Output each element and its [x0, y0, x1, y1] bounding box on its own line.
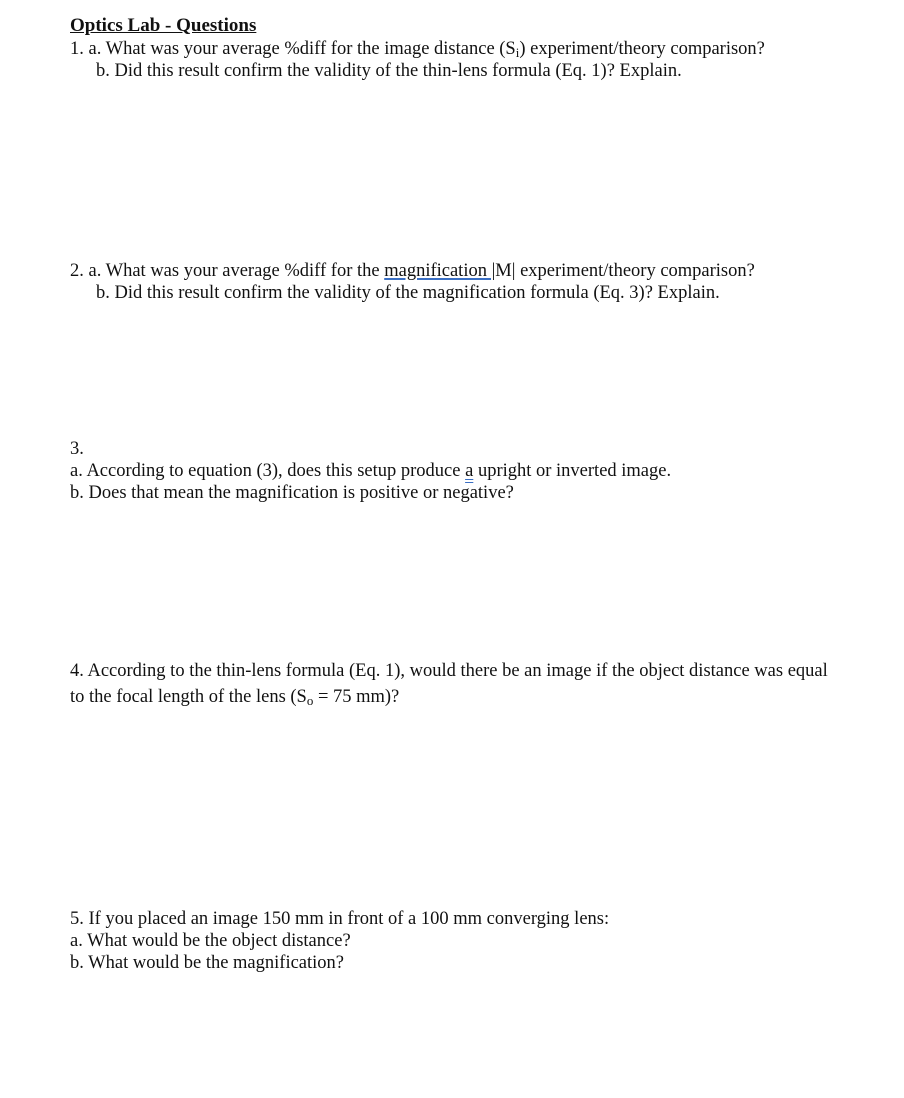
question-4-subscript: o	[306, 693, 314, 709]
question-4-text-end: = 75 mm)?	[313, 687, 400, 707]
question-4-line-2	[70, 686, 399, 712]
question-2a-text: 2. a. What was your average %diff for the	[70, 261, 385, 281]
question-2b: b. Did this result confirm the validity of the magnification formula (Eq. 3)? Explain.	[96, 283, 720, 303]
question-3-number: 3.	[70, 439, 84, 459]
question-5-stem: 5. If you placed an image 150 mm in front of a 100 mm converging lens:	[70, 909, 610, 929]
question-4-line-1: 4. According to the thin-lens formula (Eq. 1), would there be an image if the object distance was equal	[70, 661, 828, 681]
page-title: Optics Lab - Questions	[70, 15, 257, 36]
question-3a	[70, 460, 671, 482]
question-1b: b. Did this result confirm the validity of the thin-lens formula (Eq. 1)? Explain.	[96, 61, 682, 81]
question-5b: b. What would be the magnification?	[70, 953, 344, 973]
question-3a-text-end: upright or inverted image.	[473, 461, 672, 481]
question-2a-text-end: M| experiment/theory comparison?	[495, 261, 755, 281]
question-1a-subscript: i	[515, 45, 520, 61]
question-5a: a. What would be the object distance?	[70, 931, 351, 951]
question-3a-flagged-word: a	[465, 461, 474, 481]
question-3b: b. Does that mean the magnification is positive or negative?	[70, 483, 514, 503]
question-3a-text: a. According to equation (3), does this setup produce	[70, 461, 466, 481]
question-2a-flagged-word: magnification |	[384, 261, 496, 281]
question-1a-text-end: ) experiment/theory comparison?	[519, 39, 765, 59]
question-1a-text: 1. a. What was your average %diff for the image distance (S	[70, 39, 516, 59]
question-4-text: to the focal length of the lens (S	[70, 687, 307, 707]
question-2a	[70, 260, 755, 282]
